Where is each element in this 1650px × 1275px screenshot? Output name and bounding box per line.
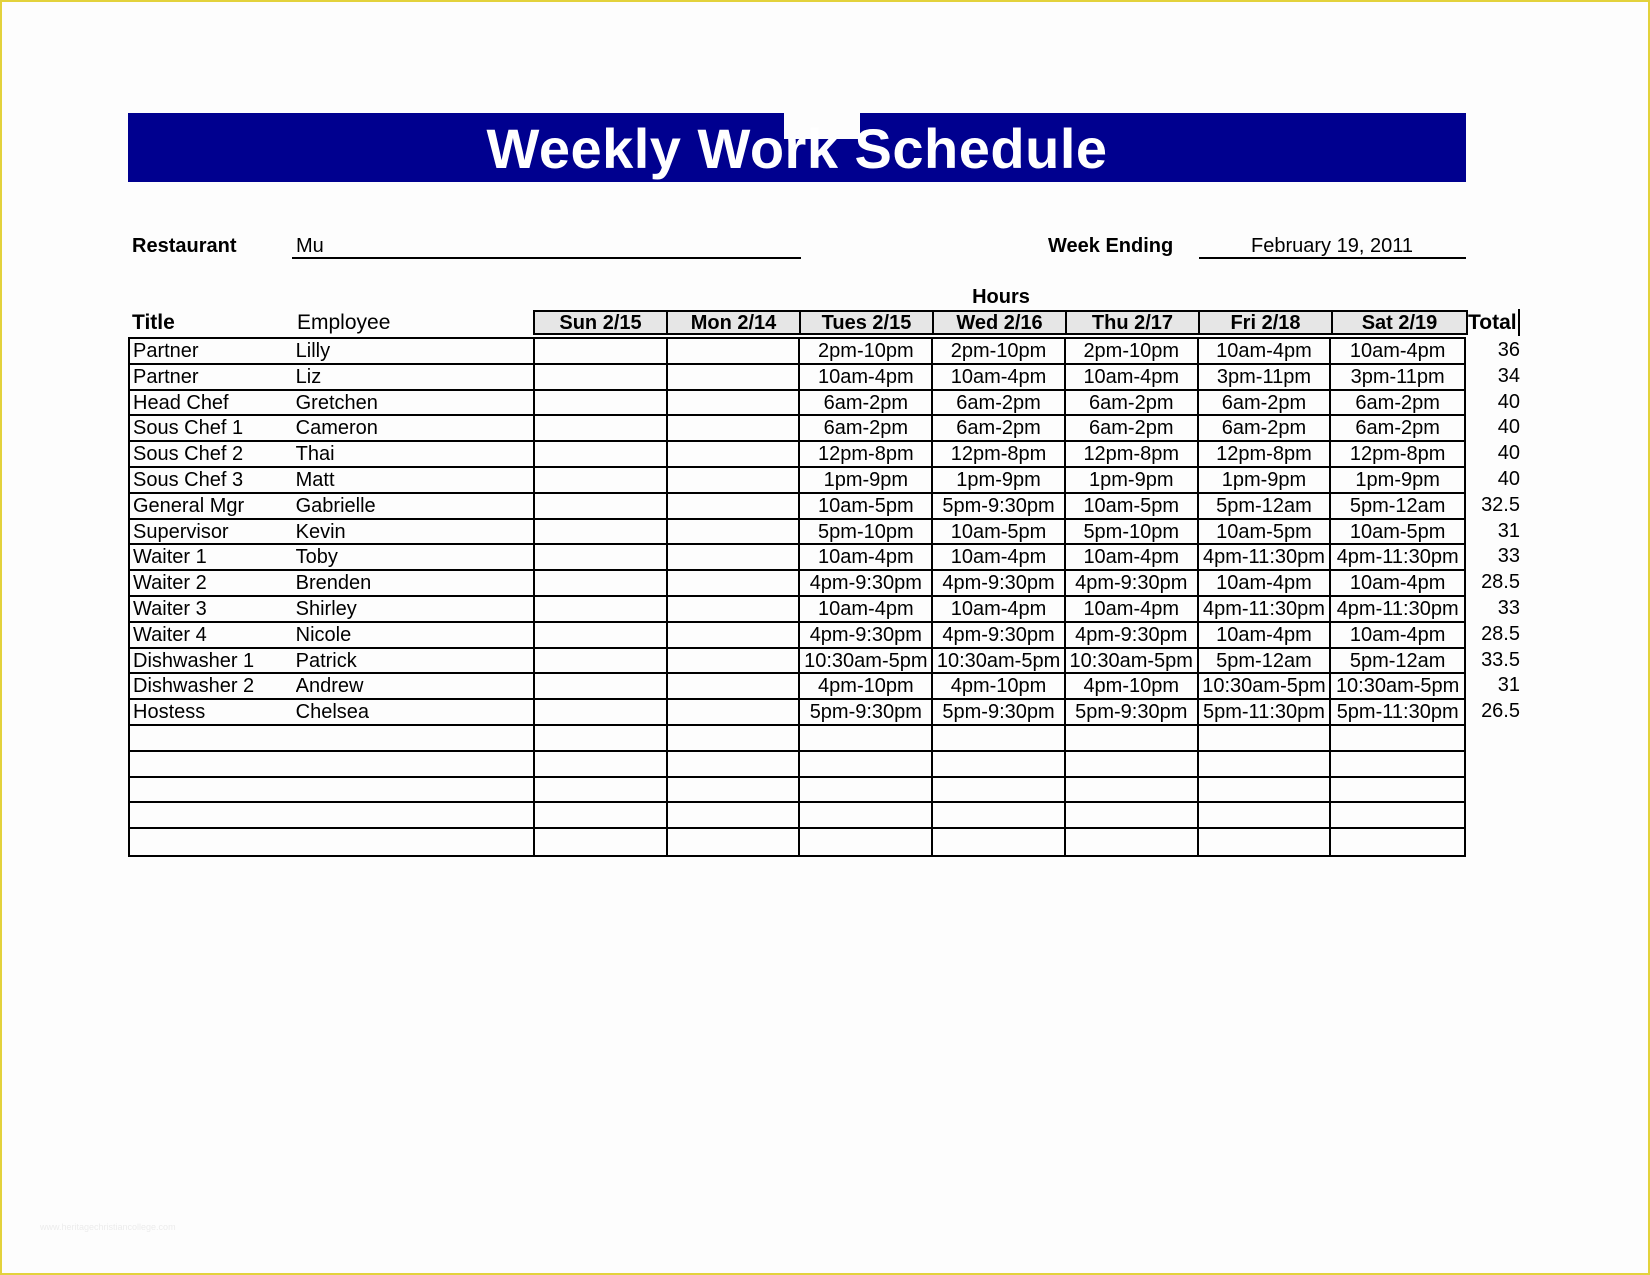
shift-cell[interactable]: 6am-2pm (933, 391, 1066, 415)
table-row (130, 674, 1464, 700)
shift-cell[interactable] (1331, 829, 1464, 855)
shift-cell[interactable] (535, 803, 668, 827)
total-cell: 28.5 (1481, 571, 1520, 594)
shift-cell[interactable] (535, 571, 668, 595)
shift-cell[interactable]: 6am-2pm (800, 416, 933, 440)
shift-cell[interactable]: 5pm-12am (1349, 649, 1446, 672)
table-row (130, 803, 1464, 829)
shift-cell[interactable]: 10am-5pm (1349, 520, 1446, 543)
shift-cell[interactable]: 10:30am-5pm (800, 649, 933, 673)
week-ending-label: Week Ending (1048, 235, 1174, 257)
shift-cell[interactable] (535, 829, 668, 855)
shift-cell[interactable] (668, 365, 801, 389)
shift-cell[interactable]: 12pm-8pm (1349, 443, 1446, 466)
shift-cell[interactable] (535, 700, 668, 724)
title-cell[interactable]: Waiter 3 (133, 597, 207, 620)
employee-cell[interactable]: Matt (296, 468, 535, 492)
shift-cell[interactable]: 6am-2pm (1355, 391, 1440, 414)
shift-cell[interactable] (668, 571, 801, 595)
shift-cell[interactable] (535, 442, 668, 466)
shift-cell[interactable] (668, 545, 801, 569)
employee-cell[interactable]: Lilly (296, 339, 535, 363)
total-cell: 26.5 (1481, 700, 1520, 723)
shift-cell[interactable]: 10am-4pm (800, 545, 933, 569)
title-cell[interactable]: Waiter 2 (133, 572, 207, 595)
shift-cell[interactable]: 10am-5pm (800, 494, 933, 518)
restaurant-value: Mu (296, 235, 324, 257)
title-cell[interactable]: Waiter 4 (133, 623, 207, 646)
title-cell[interactable] (130, 778, 296, 802)
shift-cell[interactable]: 5pm-12am (1199, 494, 1332, 518)
shift-cell[interactable] (933, 829, 1066, 855)
title-banner (128, 113, 1466, 182)
shift-cell[interactable] (933, 726, 1066, 750)
total-header-marker (1518, 309, 1520, 336)
total-cell: 40 (1497, 467, 1520, 490)
title-cell[interactable]: Sous Chef 2 (133, 443, 244, 466)
shift-cell[interactable]: 5pm-10pm (1066, 520, 1199, 544)
shift-cell[interactable]: 4pm-11:30pm (1199, 545, 1332, 569)
shift-cell[interactable]: 2pm-10pm (800, 339, 933, 363)
shift-cell[interactable]: 12pm-8pm (800, 442, 933, 466)
shift-cell[interactable]: 6am-2pm (1199, 416, 1332, 440)
shift-cell[interactable]: 12pm-8pm (1066, 442, 1199, 466)
total-cell (1470, 827, 1520, 853)
shift-cell[interactable] (800, 752, 933, 776)
shift-cell[interactable]: 5pm-9:30pm (933, 700, 1066, 724)
shift-cell[interactable] (1331, 803, 1464, 827)
shift-cell[interactable]: 5pm-9:30pm (800, 700, 933, 724)
employee-cell[interactable]: Gabrielle (296, 494, 535, 518)
shift-cell[interactable]: 4pm-9:30pm (1066, 623, 1199, 647)
shift-cell[interactable]: 10am-4pm (1199, 571, 1332, 595)
table-row (130, 339, 1464, 365)
employee-cell[interactable]: Toby (296, 545, 535, 569)
shift-cell[interactable]: 6am-2pm (1066, 391, 1199, 415)
shift-cell[interactable] (535, 365, 668, 389)
table-row (130, 778, 1464, 804)
shift-cell[interactable] (1199, 726, 1332, 750)
employee-cell[interactable]: Cameron (296, 416, 535, 440)
shift-cell[interactable]: 12pm-8pm (1199, 442, 1332, 466)
shift-cell[interactable]: 10am-4pm (1349, 623, 1446, 646)
shift-cell[interactable] (1066, 726, 1199, 750)
title-cell[interactable]: Waiter 1 (133, 546, 207, 569)
shift-cell[interactable]: 4pm-11:30pm (1336, 546, 1459, 569)
shift-cell[interactable] (668, 339, 801, 363)
title-cell[interactable]: Sous Chef 3 (133, 468, 244, 491)
shift-cell[interactable] (1066, 752, 1199, 776)
shift-cell[interactable]: 10:30am-5pm (1199, 674, 1332, 698)
employee-cell[interactable] (296, 829, 535, 855)
shift-cell[interactable] (668, 623, 801, 647)
shift-cell[interactable] (668, 468, 801, 492)
table-row (130, 571, 1464, 597)
table-row (130, 391, 1464, 417)
shift-cell[interactable]: 10am-4pm (1199, 623, 1332, 647)
shift-cell[interactable]: 10am-5pm (1066, 494, 1199, 518)
shift-cell[interactable] (668, 726, 801, 750)
shift-cell[interactable]: 10:30am-5pm (1066, 649, 1199, 673)
table-row (130, 494, 1464, 520)
shift-cell[interactable] (668, 494, 801, 518)
totals-column (1470, 337, 1520, 853)
shift-cell[interactable]: 4pm-11:30pm (1199, 597, 1332, 621)
shift-cell[interactable]: 3pm-11pm (1199, 365, 1332, 389)
shift-cell[interactable] (800, 726, 933, 750)
shift-cell[interactable]: 10am-4pm (933, 597, 1066, 621)
shift-cell[interactable] (535, 597, 668, 621)
employee-cell[interactable] (296, 752, 535, 776)
total-cell (1470, 750, 1520, 776)
shift-cell[interactable] (535, 726, 668, 750)
total-cell: 40 (1497, 390, 1520, 413)
total-cell (1470, 776, 1520, 802)
shift-cell[interactable]: 6am-2pm (1199, 391, 1332, 415)
table-row (130, 597, 1464, 623)
shift-cell[interactable] (668, 752, 801, 776)
title-cell[interactable] (130, 829, 296, 855)
shift-cell[interactable] (535, 752, 668, 776)
page-title: Weekly Work Schedule (486, 116, 1108, 180)
shift-cell[interactable] (668, 674, 801, 698)
employee-cell[interactable] (296, 803, 535, 827)
shift-cell[interactable]: 5pm-11:30pm (1336, 701, 1459, 724)
shift-cell[interactable]: 10am-4pm (933, 545, 1066, 569)
shift-cell[interactable] (535, 520, 668, 544)
shift-cell[interactable]: 6am-2pm (1066, 416, 1199, 440)
shift-cell[interactable]: 5pm-9:30pm (1066, 700, 1199, 724)
shift-cell[interactable] (535, 649, 668, 673)
shift-cell[interactable] (668, 829, 801, 855)
shift-cell[interactable]: 6am-2pm (933, 416, 1066, 440)
day-header-cell: Mon 2/14 (668, 312, 801, 333)
title-cell[interactable]: Sous Chef 1 (133, 417, 244, 440)
shift-cell[interactable] (800, 778, 933, 802)
shift-cell[interactable]: 1pm-9pm (1199, 468, 1332, 492)
shift-cell[interactable]: 10am-4pm (1199, 339, 1332, 363)
shift-cell[interactable] (933, 803, 1066, 827)
title-cell[interactable] (130, 803, 296, 827)
shift-cell[interactable]: 4pm-9:30pm (1066, 571, 1199, 595)
shift-cell[interactable] (535, 778, 668, 802)
table-row (130, 700, 1464, 726)
table-row (130, 545, 1464, 571)
shift-cell[interactable] (668, 649, 801, 673)
employee-cell[interactable]: Brenden (296, 571, 535, 595)
day-header-cell: Tues 2/15 (801, 312, 934, 333)
shift-cell[interactable]: 10am-4pm (933, 365, 1066, 389)
shift-cell[interactable]: 2pm-10pm (1066, 339, 1199, 363)
total-cell: 33 (1497, 545, 1520, 568)
employee-cell[interactable]: Nicole (296, 623, 535, 647)
shift-cell[interactable]: 10:30am-5pm (933, 649, 1066, 673)
total-cell: 34 (1497, 364, 1520, 387)
day-header-cell: Wed 2/16 (934, 312, 1067, 333)
employee-cell[interactable]: Patrick (296, 649, 535, 673)
shift-cell[interactable] (1331, 726, 1464, 750)
shift-cell[interactable] (535, 391, 668, 415)
shift-cell[interactable]: 4pm-9:30pm (933, 571, 1066, 595)
title-cell[interactable]: Dishwasher 1 (133, 649, 255, 672)
shift-cell[interactable] (1199, 778, 1332, 802)
day-header-cell: Sat 2/19 (1361, 312, 1438, 334)
shift-cell[interactable]: 5pm-12am (1199, 649, 1332, 673)
day-header-cell: Sun 2/15 (535, 312, 668, 333)
table-row (130, 416, 1464, 442)
shift-cell[interactable]: 1pm-9pm (1355, 468, 1440, 491)
total-cell: 40 (1497, 416, 1520, 439)
shift-cell[interactable] (535, 416, 668, 440)
shift-cell[interactable] (933, 752, 1066, 776)
shift-cell[interactable] (535, 494, 668, 518)
total-cell: 28.5 (1481, 622, 1520, 645)
table-row (130, 623, 1464, 649)
total-cell: 40 (1497, 442, 1520, 465)
employee-cell[interactable]: Shirley (296, 597, 535, 621)
total-cell: 33 (1497, 596, 1520, 619)
restaurant-label: Restaurant (132, 235, 237, 257)
shift-cell[interactable] (668, 778, 801, 802)
shift-cell[interactable] (535, 468, 668, 492)
shift-cell[interactable]: 12pm-8pm (933, 442, 1066, 466)
total-column-header: Total (1468, 311, 1517, 334)
shift-cell[interactable] (668, 416, 801, 440)
hours-label: Hours (972, 286, 1030, 308)
shift-cell[interactable]: 1pm-9pm (1066, 468, 1199, 492)
total-cell: 32.5 (1481, 493, 1520, 516)
title-cell[interactable]: Partner (133, 365, 199, 388)
shift-cell[interactable] (1066, 778, 1199, 802)
table-row (130, 752, 1464, 778)
week-ending-value: February 19, 2011 (1251, 235, 1413, 257)
shift-cell[interactable]: 5pm-10pm (800, 520, 933, 544)
day-header-row (533, 310, 1468, 335)
shift-cell[interactable]: 3pm-11pm (1350, 365, 1445, 388)
total-cell (1470, 724, 1520, 750)
schedule-grid (128, 337, 1466, 857)
shift-cell[interactable]: 10am-4pm (1349, 340, 1446, 362)
shift-cell[interactable]: 4pm-10pm (1066, 674, 1199, 698)
shift-cell[interactable] (1199, 829, 1332, 855)
shift-cell[interactable]: 10am-4pm (800, 365, 933, 389)
table-row (130, 365, 1464, 391)
shift-cell[interactable]: 4pm-9:30pm (933, 623, 1066, 647)
shift-cell[interactable] (668, 803, 801, 827)
shift-cell[interactable] (800, 803, 933, 827)
table-row (130, 726, 1464, 752)
table-row (130, 520, 1464, 546)
title-cell[interactable]: Supervisor (133, 520, 229, 543)
total-cell: 31 (1497, 674, 1520, 697)
shift-cell[interactable]: 10am-4pm (1066, 597, 1199, 621)
shift-cell[interactable] (1066, 803, 1199, 827)
restaurant-underline (292, 257, 801, 259)
shift-cell[interactable]: 1pm-9pm (800, 468, 933, 492)
total-cell: 33.5 (1481, 648, 1520, 671)
shift-cell[interactable] (1331, 778, 1464, 802)
shift-cell[interactable] (668, 597, 801, 621)
day-header-cell: Thu 2/17 (1067, 312, 1200, 333)
shift-cell[interactable] (1066, 829, 1199, 855)
table-row (130, 468, 1464, 494)
shift-cell[interactable]: 1pm-9pm (933, 468, 1066, 492)
shift-cell[interactable]: 4pm-11:30pm (1336, 597, 1459, 620)
week-ending-underline (1199, 257, 1466, 259)
shift-cell[interactable]: 5pm-12am (1349, 494, 1446, 517)
shift-cell[interactable]: 4pm-10pm (933, 674, 1066, 698)
title-cell[interactable]: Dishwasher 2 (133, 675, 255, 698)
employee-cell[interactable]: Andrew (296, 674, 535, 698)
table-row (130, 829, 1464, 855)
day-header-cell: Fri 2/18 (1200, 312, 1333, 333)
shift-cell[interactable]: 10am-5pm (933, 520, 1066, 544)
shift-cell[interactable]: 4pm-10pm (800, 674, 933, 698)
shift-cell[interactable] (933, 778, 1066, 802)
shift-cell[interactable]: 5pm-11:30pm (1199, 700, 1332, 724)
title-cell[interactable]: Head Chef (133, 391, 229, 414)
title-cell[interactable]: Hostess (133, 701, 206, 724)
table-row (130, 649, 1464, 675)
title-cell[interactable] (130, 726, 296, 750)
title-cell[interactable]: General Mgr (133, 494, 245, 517)
shift-cell[interactable]: 2pm-10pm (933, 339, 1066, 363)
shift-cell[interactable] (1199, 752, 1332, 776)
employee-cell[interactable]: Thai (296, 442, 535, 466)
employee-cell[interactable]: Gretchen (296, 391, 535, 415)
shift-cell[interactable]: 10am-4pm (1066, 365, 1199, 389)
title-cell[interactable] (130, 752, 296, 776)
shift-cell[interactable] (668, 391, 801, 415)
watermark: www.heritagechristiancollege.com (40, 1222, 176, 1232)
shift-cell[interactable] (1199, 803, 1332, 827)
table-row (130, 442, 1464, 468)
total-cell: 36 (1497, 339, 1520, 361)
shift-cell[interactable]: 4pm-9:30pm (800, 571, 933, 595)
shift-cell[interactable]: 5pm-9:30pm (933, 494, 1066, 518)
total-cell (1470, 801, 1520, 827)
shift-cell[interactable] (535, 545, 668, 569)
shift-cell[interactable] (668, 520, 801, 544)
total-cell: 31 (1497, 519, 1520, 542)
title-column-header: Title (132, 311, 175, 334)
shift-cell[interactable] (800, 829, 933, 855)
employee-column-header: Employee (297, 311, 391, 334)
employee-cell[interactable]: Chelsea (296, 700, 535, 724)
employee-cell[interactable]: Kevin (296, 520, 535, 544)
shift-cell[interactable] (1331, 752, 1464, 776)
shift-cell[interactable] (535, 339, 668, 363)
employee-cell[interactable]: Liz (296, 365, 535, 389)
shift-cell[interactable] (535, 623, 668, 647)
shift-cell[interactable] (668, 442, 801, 466)
shift-cell[interactable]: 6am-2pm (1355, 417, 1440, 440)
employee-cell[interactable] (296, 778, 535, 802)
shift-cell[interactable]: 6am-2pm (800, 391, 933, 415)
shift-cell[interactable]: 10:30am-5pm (1335, 675, 1460, 698)
title-cell[interactable]: Partner (133, 340, 199, 362)
shift-cell[interactable] (668, 700, 801, 724)
shift-cell[interactable]: 10am-5pm (1199, 520, 1332, 544)
shift-cell[interactable] (535, 674, 668, 698)
employee-cell[interactable] (296, 726, 535, 750)
shift-cell[interactable]: 10am-4pm (1066, 545, 1199, 569)
shift-cell[interactable]: 10am-4pm (1349, 572, 1446, 595)
shift-cell[interactable]: 10am-4pm (800, 597, 933, 621)
shift-cell[interactable]: 4pm-9:30pm (800, 623, 933, 647)
